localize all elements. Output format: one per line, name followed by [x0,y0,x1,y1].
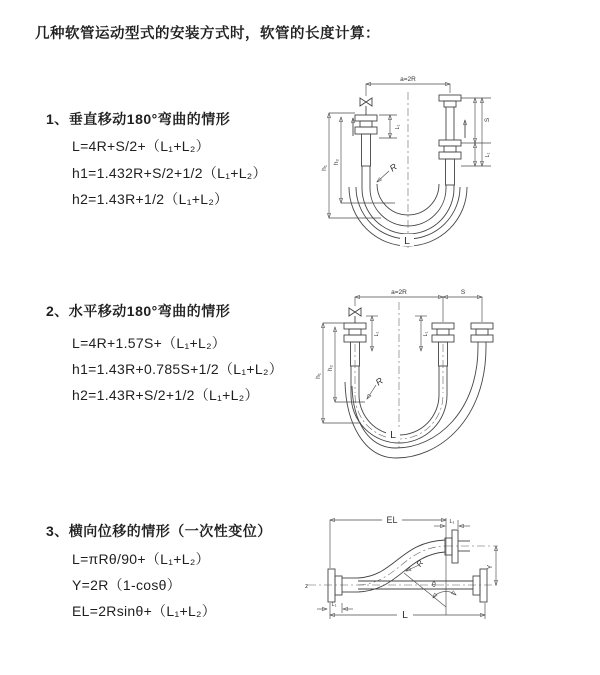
shutoff-valve-icon [360,98,372,115]
dim-label-l1-left: L₁ [395,124,401,130]
formula-line: L=4R+S/2+（L₁+L₂） [72,138,210,154]
section-3-heading: 3、横向位移的情形（一次性变位） [46,523,272,539]
formula-line: h1=1.432R+S/2+1/2（L₁+L₂） [72,165,267,181]
dim-label-h1: h₁ [315,373,322,379]
section-1-heading: 1、垂直移动180°弯曲的情形 [46,111,231,127]
dim-label-h2: h₂ [333,158,340,166]
dim-label-a2r: a=2R [400,76,416,83]
left-fitting [355,115,377,166]
s-curve-hose [358,540,498,592]
length-label: L [404,235,410,247]
formula-line: L=πRθ/90+（L₁+L₂） [72,551,210,567]
dimensions [317,513,496,621]
y-label: Y [487,564,494,570]
theta-label: θ [432,582,436,589]
radius-label: R [414,558,426,569]
formula-line: h1=1.43R+0.785S+1/2（L₁+L₂） [72,361,283,377]
formula-line: Y=2R（1-cosθ） [72,577,182,593]
dim-label-s: S [460,289,466,296]
diagram-vertical-180-bend [305,70,600,265]
ghost-straight-position [358,569,487,602]
dim-label-s: S [484,117,491,123]
el-label: EL [386,515,398,525]
length-label: L [390,429,396,441]
formula-line: L=4R+1.57S+（L₁+L₂） [72,335,227,351]
angle-construction [404,518,456,615]
displaced-flange [445,530,470,563]
length-label: L [402,609,408,621]
dim-label-l1-top: L₁ [449,519,455,525]
diagram-lateral-displacement [300,505,600,650]
dim-label-h2: h₂ [327,364,334,372]
centerline-mark: z [305,583,309,590]
dim-label-l1-right: L₁ [485,152,491,158]
shutoff-valve-icon [349,308,361,323]
dim-label-l1-left: L₁ [374,331,380,337]
dim-label-a2r: a=2R [391,289,407,296]
dim-label-l1-left: L₁ [331,602,337,608]
left-flange [328,569,358,602]
formula-line: EL=2Rsinθ+（L₁+L₂） [72,603,217,619]
formula-line: h2=1.43R+S/2+1/2（L₁+L₂） [72,387,259,403]
radius-label: R [387,161,399,174]
dimensions [315,289,482,441]
dim-label-l1-mid: L₁ [423,331,429,337]
radius-label: R [373,375,385,388]
page-title: 几种软管运动型式的安装方式时，软管的长度计算： [35,26,380,42]
section-2-heading: 2、水平移动180°弯曲的情形 [46,303,231,319]
u-hose [345,344,486,458]
dimensions [321,76,491,247]
diagram-horizontal-180-bend [305,280,600,465]
formula-line: h2=1.43R+1/2（L₁+L₂） [72,191,229,207]
right-ghost-fitting [471,323,493,347]
dim-label-h1: h₁ [321,165,328,171]
right-fitting-positions [439,95,461,185]
